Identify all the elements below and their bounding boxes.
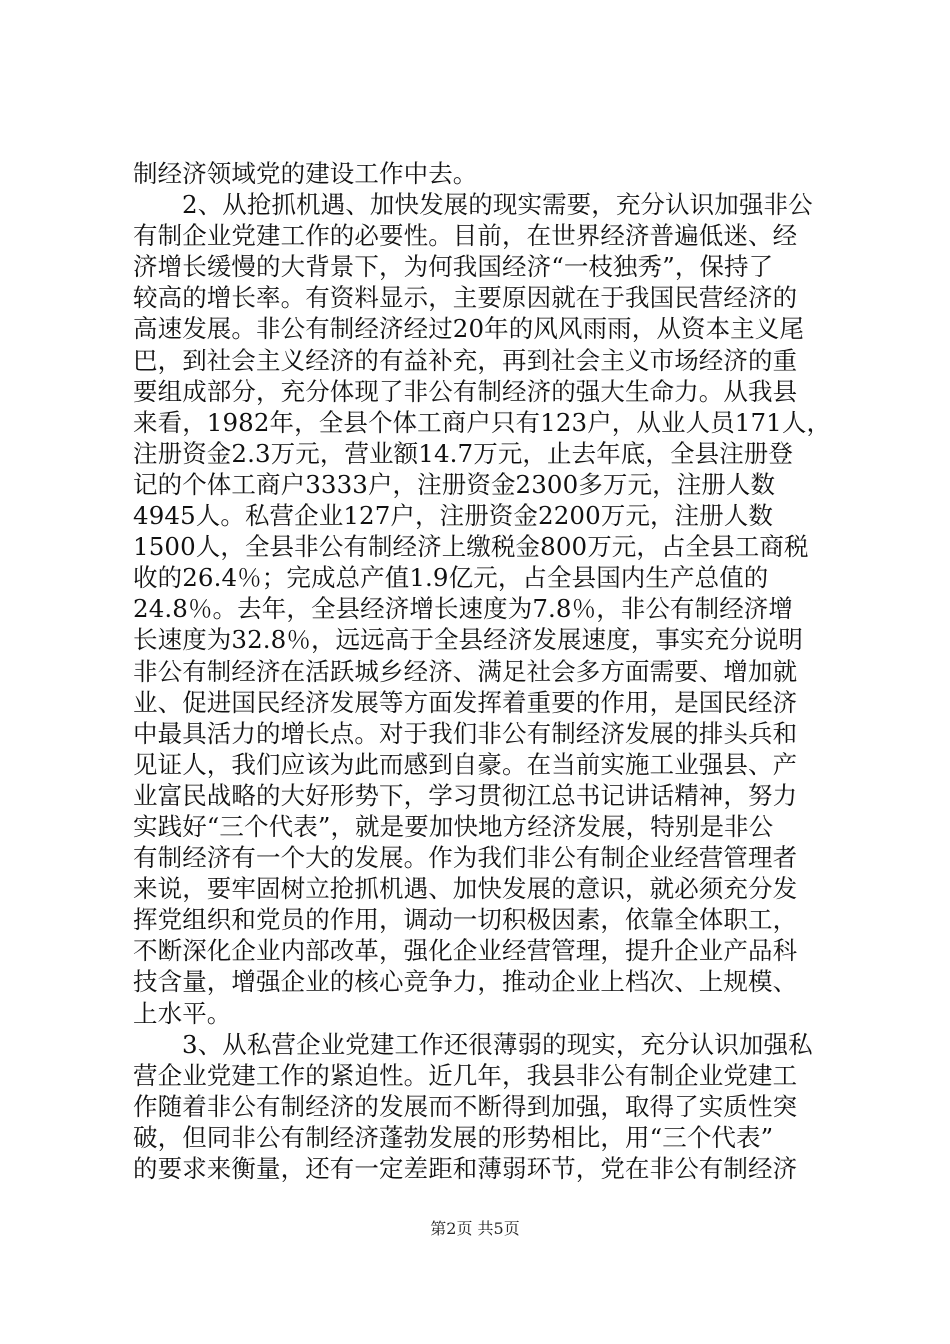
text-line: 1500人，全县非公有制经济上缴税金800万元，占全县工商税 (133, 532, 809, 562)
text-line: 挥党组织和党员的作用，调动一切积极因素，依靠全体职工， (133, 905, 798, 935)
text-line: 不断深化企业内部改革，强化企业经营管理，提升企业产品科 (133, 936, 798, 966)
text-line: 来说，要牢固树立抢抓机遇、加快发展的意识，就必须充分发 (133, 874, 798, 904)
text-line: 业富民战略的大好形势下，学习贯彻江总书记讲话精神，努力 (133, 780, 798, 810)
text-line: 非公有制经济在活跃城乡经济、满足社会多方面需要、增加就 (133, 656, 798, 686)
text-line: 收的26.4％；完成总产值1.9亿元，占全县国内生产总值的 (133, 563, 769, 593)
text-line: 4945人。私营企业127户，注册资金2200万元，注册人数 (133, 501, 773, 531)
paragraph-first-line: 3、从私营企业党建工作还很薄弱的现实，充分认识加强私 (182, 1029, 813, 1059)
text-line: 有制企业党建工作的必要性。目前，在世界经济普遍低迷、经 (133, 221, 798, 251)
text-line: 营企业党建工作的紧迫性。近几年，我县非公有制企业党建工 (133, 1060, 798, 1090)
text-line: 的要求来衡量，还有一定差距和薄弱环节，党在非公有制经济 (133, 1154, 798, 1183)
text-line: 要组成部分，充分体现了非公有制经济的强大生命力。从我县 (133, 376, 798, 406)
text-line: 较高的增长率。有资料显示，主要原因就在于我国民营经济的 (133, 283, 798, 313)
text-line: 有制经济有一个大的发展。作为我们非公有制企业经营管理者 (133, 843, 798, 873)
text-line: 记的个体工商户3333户，注册资金2300多万元，注册人数 (133, 469, 776, 499)
paragraph-first-line: 2、从抢抓机遇、加快发展的现实需要，充分认识加强非公 (182, 190, 813, 220)
text-line: 来看，1982年，全县个体工商户只有123户，从业人员171人， (133, 407, 832, 437)
text-line: 业、促进国民经济发展等方面发挥着重要的作用，是国民经济 (133, 687, 798, 717)
text-line: 巴，到社会主义经济的有益补充，再到社会主义市场经济的重 (133, 345, 798, 375)
text-line: 高速发展。非公有制经济经过20年的风风雨雨，从资本主义尾 (133, 314, 804, 344)
text-line: 技含量，增强企业的核心竞争力，推动企业上档次、上规模、 (133, 967, 798, 997)
text-line: 24.8％。去年，全县经济增长速度为7.8％，非公有制经济增 (133, 594, 794, 624)
text-line: 见证人，我们应该为此而感到自豪。在当前实施工业强县、产 (133, 749, 798, 779)
text-line: 上水平。 (133, 998, 232, 1028)
text-line: 中最具活力的增长点。对于我们非公有制经济发展的排头兵和 (133, 718, 798, 748)
page-number-footer: 第2页 共5页 (430, 1219, 520, 1238)
text-line: 注册资金2.3万元，营业额14.7万元，止去年底，全县注册登 (133, 438, 794, 468)
text-line: 实践好“三个代表”，就是要加快地方经济发展，特别是非公 (133, 811, 774, 841)
text-line: 破，但同非公有制经济蓬勃发展的形势相比，用“三个代表” (133, 1122, 774, 1152)
text-line: 制经济领域党的建设工作中去。 (133, 159, 478, 188)
text-line: 济增长缓慢的大背景下，为何我国经济“一枝独秀”，保持了 (133, 252, 774, 282)
text-line: 长速度为32.8％，远远高于全县经济发展速度，事实充分说明 (133, 625, 803, 655)
document-body (133, 158, 833, 1184)
text-line: 作随着非公有制经济的发展而不断得到加强，取得了实质性突 (133, 1091, 798, 1121)
